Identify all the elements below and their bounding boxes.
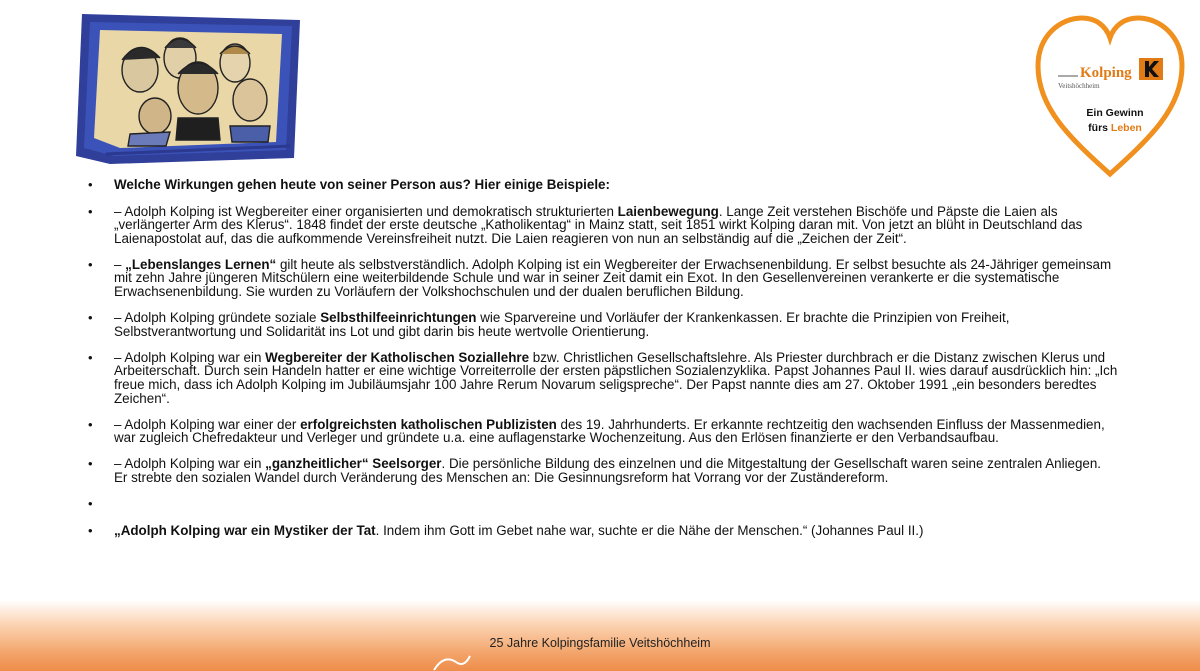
bold-text: Laienbewegung [617,203,719,219]
bullet-icon: • [88,310,93,326]
kolping-logo [1030,12,1190,182]
bold-text: erfolgreichsten katholischen Publizisten [300,416,557,432]
slogan-line-1: Ein Gewinn [1086,107,1144,119]
slogan-fuers: fürs [1088,122,1108,134]
body-text: des 19. Jahrhunderts. Er erkannte rechtzeitig den wachsenden Einfluss der Massenmedien, war zugleich Chefredakteur und Verleger und gründete u.a. eine auflagenstarke Wochenzeitung. Aus den Erlösen finanzierte er den Verbandsaufbau. [114,416,1105,446]
footer-band [0,600,1200,671]
bullet-list [88,178,1118,550]
bullet-icon: • [88,522,93,538]
bold-text: „ganzheitlicher“ Seelsorger [265,456,442,472]
heart-outline-icon [1030,12,1190,182]
list-item [88,205,1118,246]
illustration-people-image [70,8,310,168]
body-text: – Adolph Kolping ist Wegbereiter einer organisierten und demokratisch strukturierten [114,203,618,219]
list-item [88,178,1118,192]
body-text: wie Sparvereine und Vorläufer der Krankenkassen. Er brachte die Prinzipien von Freiheit, Selbstverantwortung und Solidarität ins Lot und gibt darin bis heute wertvolle Orientierung. [114,310,1010,339]
bullet-icon: • [88,203,93,219]
bullet-icon: • [88,256,93,272]
slogan-leben: Leben [1110,122,1142,134]
bullet-icon: • [88,177,93,192]
footer-swirl-icon [430,652,480,671]
bold-text: Wegbereiter der Katholischen Soziallehre [265,349,530,365]
bullet-icon: • [88,496,93,511]
bold-text: „Adolph Kolping war ein Mystiker der Tat [114,522,376,538]
logo-slogan [1070,106,1160,136]
list-item [88,351,1118,405]
body-text: bzw. Christlichen Gesellschaftslehre. Als Priester durchbrach er die Distanz zwischen Klerus und Arbeiterschaft. Durch sein Handeln hatter er eine wichtige Vorreiterrolle der ersten päpstlichen Sozialenzyklika. Papst Johannes Paul II. wies darauf ausdrücklich hin: „Ich freue mich, dass ich Adolph Kolping im Jubiläumsjahr 100 Jahre Rerum Novarum seligspreche“. Der Papst nannte dies am 27. Oktober 1991 „ein besonders beredtes Zeichen“. [114,349,1118,406]
kolping-k-icon [1139,58,1163,80]
logo-subtitle: Veitshöchheim [1058,82,1100,90]
bullet-icon: • [88,349,93,365]
logo-name: Kolping [1080,65,1132,81]
body-text: – Adolph Kolping war ein [114,349,266,365]
bold-text: Selbsthilfeeinrichtungen [320,310,477,326]
body-text: – [114,256,126,272]
bold-text: Welche Wirkungen gehen heute von seiner Person aus? Hier einige Beispiele: [114,177,610,192]
list-item [88,457,1118,484]
list-item [88,258,1118,299]
body-text: . Die persönliche Bildung des einzelnen und die Mitgestaltung der Gesellschaft waren seine zentralen Anliegen. Er strebte den sozialen Wandel durch Veränderung des Menschen an: Die Gesinnungsreform hat Vorrang vor der Zuständereform. [114,456,1102,485]
body-text: gilt heute als selbstverständlich. Adolph Kolping ist ein Wegbereiter der Erwachsenenbildung. Er selbst besuchte als 24-Jähriger gemeinsam mit zehn Jahre jüngeren Mitschülern eine weiterbildende Schule und war in seiner Zeit damit ein Exot. In den Gesellenvereinen verankerte er die systematische Erwachsenenbildung. Sie wurden zu Vorläufern der Volkshochschulen und der dualen beruflichen Bildung. [114,256,1112,299]
body-text: . Lange Zeit verstehen Bischöfe und Päpste die Laien als „verlängerter Arm des Klerus“. 1848 findet der erste deutsche „Katholikentag“ in Mainz statt, seit 1851 wirkt Kolping daran mit. Von jetzt an blüht in Deutschland das Laienapostolat auf, das die aufkommende Vereinsfreiheit nutzt. Die Laien reagieren von nun an selbständig auf die „Zeichen der Zeit“. [114,203,1083,246]
body-text: – Adolph Kolping gründete soziale [114,310,321,326]
list-item [88,497,1118,511]
body-text: . Indem ihm Gott im Gebet nahe war, suchte er die Nähe der Menschen.“ (Johannes Paul II.) [375,522,924,538]
list-item [88,311,1118,338]
body-text: – Adolph Kolping war einer der [114,416,301,432]
bold-text: „Lebenslanges Lernen“ [125,256,277,272]
body-text: – Adolph Kolping war ein [114,456,266,472]
footer-text: 25 Jahre Kolpingsfamilie Veitshöchheim [489,636,711,650]
list-item [88,524,1118,538]
bullet-icon: • [88,456,93,472]
slogan-line-2 [1070,121,1160,136]
bullet-icon: • [88,416,93,432]
list-item [88,418,1118,445]
